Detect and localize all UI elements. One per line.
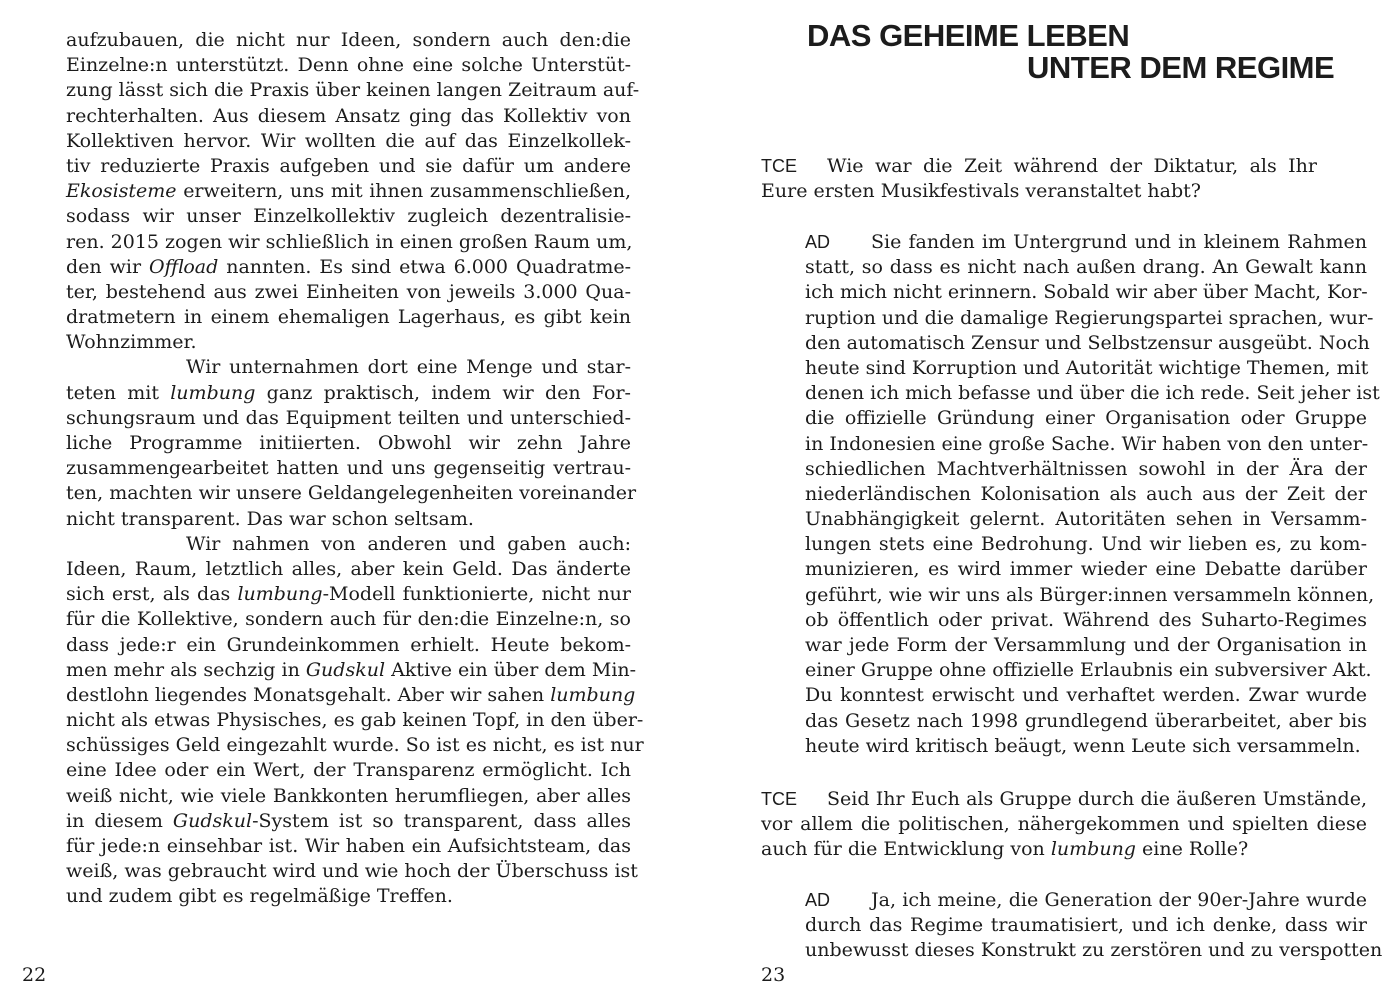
text-segment: dass jede:r ein Grundeinkommen erhielt. Heute bekom- <box>66 633 631 656</box>
text-line <box>805 938 1383 963</box>
text-line <box>66 154 631 179</box>
italic-term: Gudskul <box>305 658 386 681</box>
text-segment: Ja, ich meine, die Generation der 90er-Jahre wurde <box>871 889 1367 911</box>
text-segment: Kollektiven hervor. Wir wollten die auf das Einzelkollek- <box>66 129 631 152</box>
text-segment: für die Kollektive, sondern auch für den:die Einzelne:n, so <box>66 608 631 631</box>
text-segment: ich mich nicht erinnern. Sobald wir aber über Macht, Kor- <box>805 281 1368 304</box>
text-segment: -Modell funktionierte, nicht nur <box>322 583 631 606</box>
text-line <box>805 280 1367 305</box>
text-line <box>66 255 631 280</box>
text-segment: statt, so dass es nicht nach außen drang. An Gewalt kann <box>805 256 1367 279</box>
text-line <box>805 507 1367 532</box>
text-line <box>66 784 631 809</box>
text-segment: weiß, was gebraucht wird und wie hoch der Überschuss ist <box>66 860 638 883</box>
text-segment: war jede Form der Versammlung und der Organisation in <box>805 634 1367 656</box>
text-line <box>66 179 631 204</box>
text-line: TCE Wie war die Zeit während der Diktatur, als Ihr <box>761 155 1317 177</box>
text-line <box>66 607 631 632</box>
text-segment: Unabhängigkeit gelernt. Autoritäten sehen in Versamm- <box>805 508 1367 531</box>
text-segment: ter, bestehend aus zwei Einheiten von jeweils 3.000 Qua- <box>66 280 631 303</box>
text-segment: tiv reduzierte Praxis aufgeben und sie dafür um andere <box>66 154 631 177</box>
chapter-title-line-2: UNTER DEM REGIME <box>1027 50 1335 85</box>
text-segment: zusammengearbeitet hatten und uns gegenseitig vertrau- <box>66 457 631 480</box>
text-line <box>66 633 631 658</box>
interview-question-2 <box>761 787 1367 863</box>
text-line <box>66 305 631 330</box>
text-segment: dratmetern in einem ehemaligen Lagerhaus, es gibt kein <box>66 306 631 329</box>
page-number-left: 22 <box>22 964 47 986</box>
text-line <box>66 230 631 255</box>
italic-term: lumbung <box>170 381 256 404</box>
text-line <box>66 456 631 481</box>
text-segment: erweitern, uns mit ihnen zusammenschließen, <box>176 180 631 203</box>
text-segment: -System ist so transparent, dass alles <box>252 809 631 832</box>
text-line <box>805 658 1372 683</box>
text-line <box>805 457 1367 482</box>
text-line <box>66 884 631 909</box>
text-segment: sodass wir unser Einzelkollektiv zugleich dezentralisie- <box>66 205 631 228</box>
text-segment: nannten. Es sind etwa 6.000 Quadratme- <box>218 255 632 278</box>
text-segment: liche Programme initiierten. Obwohl wir zehn Jahre <box>66 432 631 454</box>
text-segment: auch für die Entwicklung von <box>761 838 1051 861</box>
text-segment: weiß nicht, wie viele Bankkonten herumfliegen, aber alles <box>66 784 631 807</box>
text-line <box>66 758 631 783</box>
text-line <box>805 432 1367 457</box>
text-line <box>805 913 1367 938</box>
text-segment: einer Gruppe ohne offizielle Erlaubnis ein subversiver Akt. <box>805 659 1372 682</box>
text-segment: ten, machten wir unsere Geldangelegenheiten voreinander <box>66 482 637 505</box>
text-line <box>66 708 644 733</box>
text-segment: teten mit <box>66 381 171 404</box>
text-line <box>805 381 1380 406</box>
italic-term: Offload <box>149 255 219 278</box>
text-segment: lungen stets eine Bedrohung. Und wir lieben es, zu kom- <box>805 533 1367 556</box>
italic-term: lumbung <box>237 583 323 606</box>
text-segment: durch das Regime traumatisiert, und ich denke, dass wir <box>805 914 1367 937</box>
text-segment: den automatisch Zensur und Selbstzensur ausgeübt. Noch <box>805 331 1370 354</box>
text-segment: die offizielle Gründung einer Organisation oder Gruppe <box>805 407 1367 430</box>
text-line <box>761 812 1367 837</box>
text-line <box>66 809 631 834</box>
text-segment: das Gesetz nach 1998 grundlegend überarbeitet, aber bis <box>805 709 1367 732</box>
text-line <box>805 557 1367 582</box>
text-segment: Wir unternahmen dort eine Menge und star- <box>186 356 631 379</box>
text-segment: destlohn liegendes Monatsgehalt. Aber wir sahen <box>66 683 551 706</box>
text-line <box>66 78 640 103</box>
text-line <box>66 406 631 431</box>
text-line <box>805 406 1367 431</box>
text-segment: Sie fanden im Untergrund und in kleinem Rahmen <box>871 231 1367 253</box>
text-segment: sich erst, als das <box>66 583 238 606</box>
italic-term: lumbung <box>550 683 636 706</box>
text-segment: aufzubauen, die nicht nur Ideen, sondern auch den:die <box>66 29 631 51</box>
text-line: AD Ja, ich meine, die Generation der 90er-Jahre wurde <box>805 889 1367 911</box>
text-line <box>805 532 1367 557</box>
italic-term: lumbung <box>1050 838 1136 861</box>
text-segment: geführt, wie wir uns als Bürger:innen versammeln können, <box>805 583 1375 606</box>
text-segment: Seid Ihr Euch als Gruppe durch die äußeren Umstände, <box>827 788 1367 810</box>
text-segment: ganz praktisch, indem wir den For- <box>255 381 631 404</box>
text-segment: ruption und die damalige Regierungspartei sprachen, wur- <box>805 306 1374 329</box>
text-line <box>66 507 631 532</box>
left-page <box>0 0 695 1000</box>
interview-answer-2 <box>805 888 1383 964</box>
text-segment: Du konntest erwischt und verhaftet werden. Zwar wurde <box>805 684 1367 707</box>
text-line <box>805 633 1367 658</box>
text-segment: men mehr als sechzig in <box>66 658 306 681</box>
text-line <box>66 204 631 229</box>
text-segment: in diesem <box>66 809 173 832</box>
text-line <box>805 734 1367 759</box>
text-segment: in Indonesien eine große Sache. Wir haben von den unter- <box>805 432 1369 455</box>
text-segment: ob öffentlich oder privat. Während des Suharto-Regimes <box>805 608 1367 631</box>
text-line <box>66 658 637 683</box>
text-segment: heute wird kritisch beäugt, wenn Leute sich versammeln. <box>805 734 1361 757</box>
text-segment: Wohnzimmer. <box>66 331 197 354</box>
text-line <box>805 608 1367 633</box>
text-line <box>66 104 631 129</box>
text-segment: Wir nahmen von anderen und gaben auch: <box>186 532 631 555</box>
text-segment: schungsraum und das Equipment teilten und unterschied- <box>66 406 631 429</box>
text-line <box>66 280 631 305</box>
italic-term: Gudskul <box>172 809 253 832</box>
text-line <box>761 179 1317 204</box>
interview-question-1 <box>761 154 1317 204</box>
text-line <box>805 356 1367 381</box>
text-segment: Wie war die Zeit während der Diktatur, als Ihr <box>827 155 1317 177</box>
chapter-title-line-1: DAS GEHEIME LEBEN <box>807 18 1130 53</box>
text-line: AD Sie fanden im Untergrund und in kleinem Rahmen <box>805 231 1367 253</box>
text-segment: rechterhalten. Aus diesem Ansatz ging das Kollektiv von <box>66 104 631 127</box>
text-segment: nicht transparent. Das war schon seltsam. <box>66 507 474 530</box>
text-segment: schiedlichen Machtverhältnissen sowohl in der Ära der <box>805 457 1367 480</box>
text-segment: vor allem die politischen, nähergekommen und spielten diese <box>761 813 1367 836</box>
text-segment: und zudem gibt es regelmäßige Treffen. <box>66 885 453 908</box>
left-body-text <box>66 28 644 910</box>
text-line <box>805 583 1375 608</box>
text-segment: ren. 2015 zogen wir schließlich in einen großen Raum um, <box>66 230 633 253</box>
text-line <box>66 53 631 78</box>
text-line <box>66 431 631 456</box>
text-line: TCE Seid Ihr Euch als Gruppe durch die äußeren Umstände, <box>761 788 1367 810</box>
text-line <box>805 709 1367 734</box>
text-segment: den wir <box>66 255 150 278</box>
text-line <box>66 859 638 884</box>
text-line <box>761 837 1367 862</box>
text-line <box>66 733 644 758</box>
interview-answer-1 <box>805 230 1380 759</box>
page-number-right: 23 <box>761 964 786 986</box>
text-line <box>66 683 636 708</box>
text-line <box>805 331 1370 356</box>
text-line <box>66 481 637 506</box>
text-line <box>805 255 1367 280</box>
text-line <box>66 330 631 355</box>
text-segment: eine Idee oder ein Wert, der Transparenz ermöglicht. Ich <box>66 759 631 782</box>
right-page <box>695 0 1391 1000</box>
text-segment: heute sind Korruption und Autorität wichtige Themen, mit <box>805 356 1369 379</box>
text-segment: unbewusst dieses Konstrukt zu zerstören und zu verspotten <box>805 939 1383 962</box>
text-line <box>66 532 631 557</box>
text-segment: denen ich mich befasse und über die ich rede. Seit jeher ist <box>805 382 1380 405</box>
text-segment: schüssiges Geld eingezahlt wurde. So ist es nicht, es ist nur <box>66 734 644 757</box>
text-line <box>805 683 1367 708</box>
text-line <box>66 381 631 406</box>
text-line <box>805 306 1374 331</box>
text-segment: eine Rolle? <box>1135 838 1249 861</box>
text-line <box>66 355 631 380</box>
text-line <box>66 582 631 607</box>
text-segment: Eure ersten Musikfestivals veranstaltet habt? <box>761 180 1201 203</box>
text-segment: für jede:n einsehbar ist. Wir haben ein Aufsichtsteam, das <box>66 835 631 857</box>
text-line <box>66 557 631 582</box>
text-line <box>66 28 631 53</box>
text-segment: munizieren, es wird immer wieder eine Debatte darüber <box>805 558 1367 581</box>
text-segment: nicht als etwas Physisches, es gab keinen Topf, in den über- <box>66 709 644 732</box>
text-line <box>66 129 631 154</box>
text-segment: Aktive ein über dem Min- <box>385 658 637 681</box>
text-segment: Ideen, Raum, letztlich alles, aber kein Geld. Das änderte <box>66 557 631 580</box>
italic-term: Ekosisteme <box>66 180 177 203</box>
text-segment: Einzelne:n unterstützt. Denn ohne eine solche Unterstüt- <box>66 54 631 77</box>
text-segment: zung lässt sich die Praxis über keinen langen Zeitraum auf- <box>66 79 640 102</box>
text-line <box>805 482 1367 507</box>
text-line <box>66 834 631 859</box>
text-segment: niederländischen Kolonisation als auch aus der Zeit der <box>805 482 1367 505</box>
